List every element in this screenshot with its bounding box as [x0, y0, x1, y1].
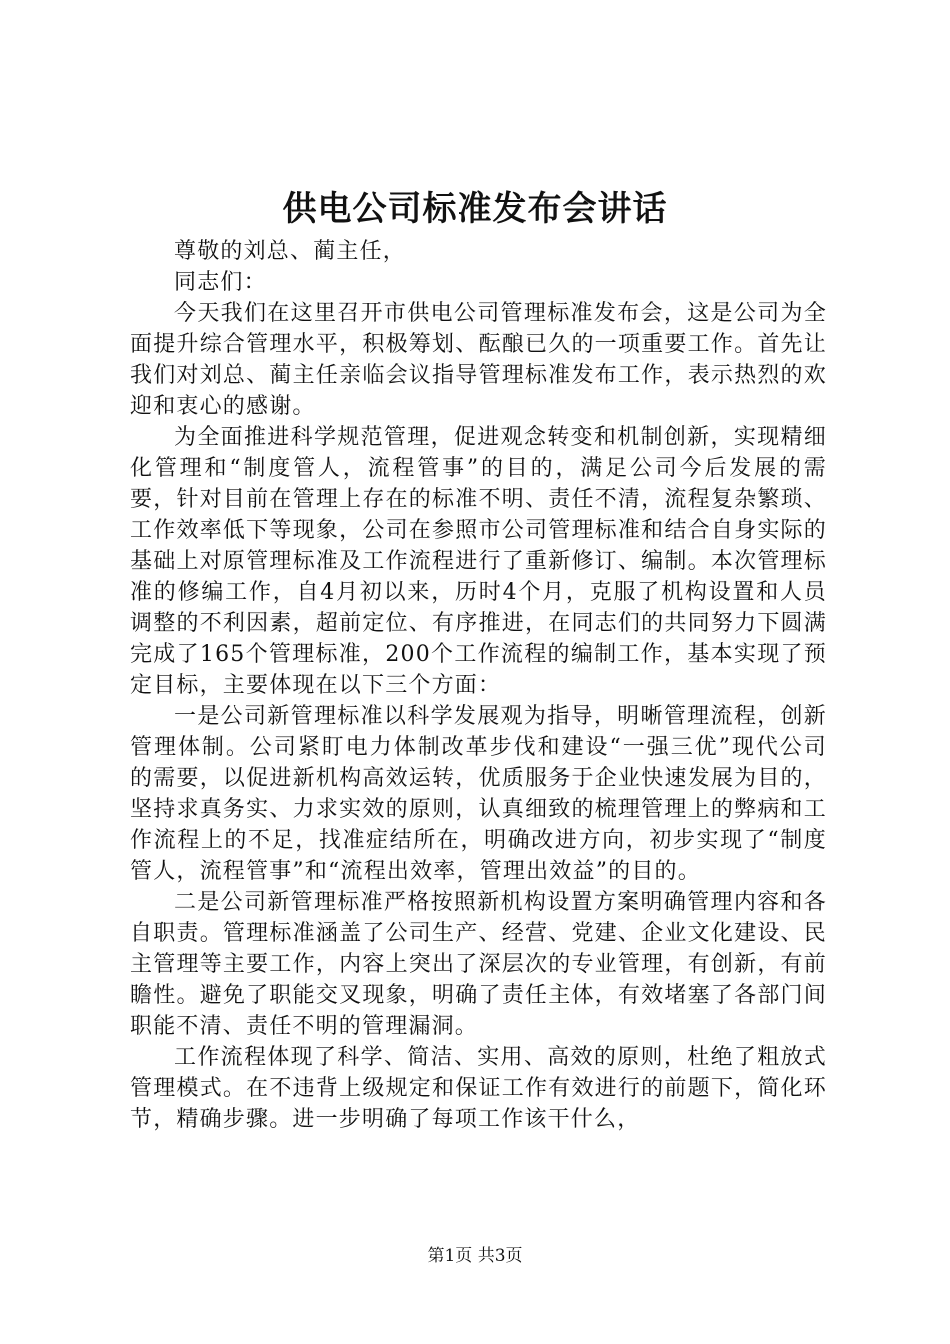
document-body	[130, 236, 827, 1135]
document-title: 供电公司标准发布会讲话	[282, 189, 668, 229]
body-paragraph: 二是公司新管理标准严格按照新机构设置方案明确管理内容和各自职责。管理标准涵盖了公司生产、经营、党建、企业文化建设、民主管理等主要工作，内容上突出了深层次的专业管理，有创新，有前瞻性。避免了职能交叉现象，明确了责任主体，有效堵塞了各部门间职能不清、责任不明的管理漏洞。	[130, 890, 827, 1039]
body-paragraph: 一是公司新管理标准以科学发展观为指导，明晰管理流程，创新管理体制。公司紧盯电力体制改革步伐和建设“一强三优”现代公司的需要，以促进新机构高效运转，优质服务于企业快速发展为目的，坚持求真务实、力求实效的原则，认真细致的梳理管理上的弊病和工作流程上的不足，找准症结所在，明确改进方向，初步实现了“制度管人，流程管事”和“流程出效率，管理出效益”的目的。	[130, 704, 827, 884]
salutation: 同志们：	[174, 270, 267, 295]
salutation: 尊敬的刘总、蔺主任，	[174, 239, 407, 264]
body-paragraph: 为全面推进科学规范管理，促进观念转变和机制创新，实现精细化管理和“制度管人，流程管事”的目的，满足公司今后发展的需要，针对目前在管理上存在的标准不明、责任不清，流程复杂繁琐、工作效率低下等现象，公司在参照市公司管理标准和结合自身实际的基础上对原管理标准及工作流程进行了重新修订、编制。本次管理标准的修编工作，自4月初以来，历时4个月，克服了机构设置和人员调整的不利因素，超前定位、有序推进，在同志们的共同努力下圆满完成了165个管理标准，200个工作流程的编制工作，基本实现了预定目标，主要体现在以下三个方面：	[130, 425, 827, 698]
body-paragraph: 今天我们在这里召开市供电公司管理标准发布会，这是公司为全面提升综合管理水平，积极筹划、酝酿已久的一项重要工作。首先让我们对刘总、蔺主任亲临会议指导管理标准发布工作，表示热烈的欢迎和衷心的感谢。	[130, 301, 827, 419]
page-number-footer: 第1页 共3页	[427, 1246, 523, 1266]
body-paragraph: 工作流程体现了科学、简洁、实用、高效的原则，杜绝了粗放式管理模式。在不违背上级规定和保证工作有效进行的前题下，简化环节，精确步骤。进一步明确了每项工作该干什么，	[130, 1045, 827, 1132]
